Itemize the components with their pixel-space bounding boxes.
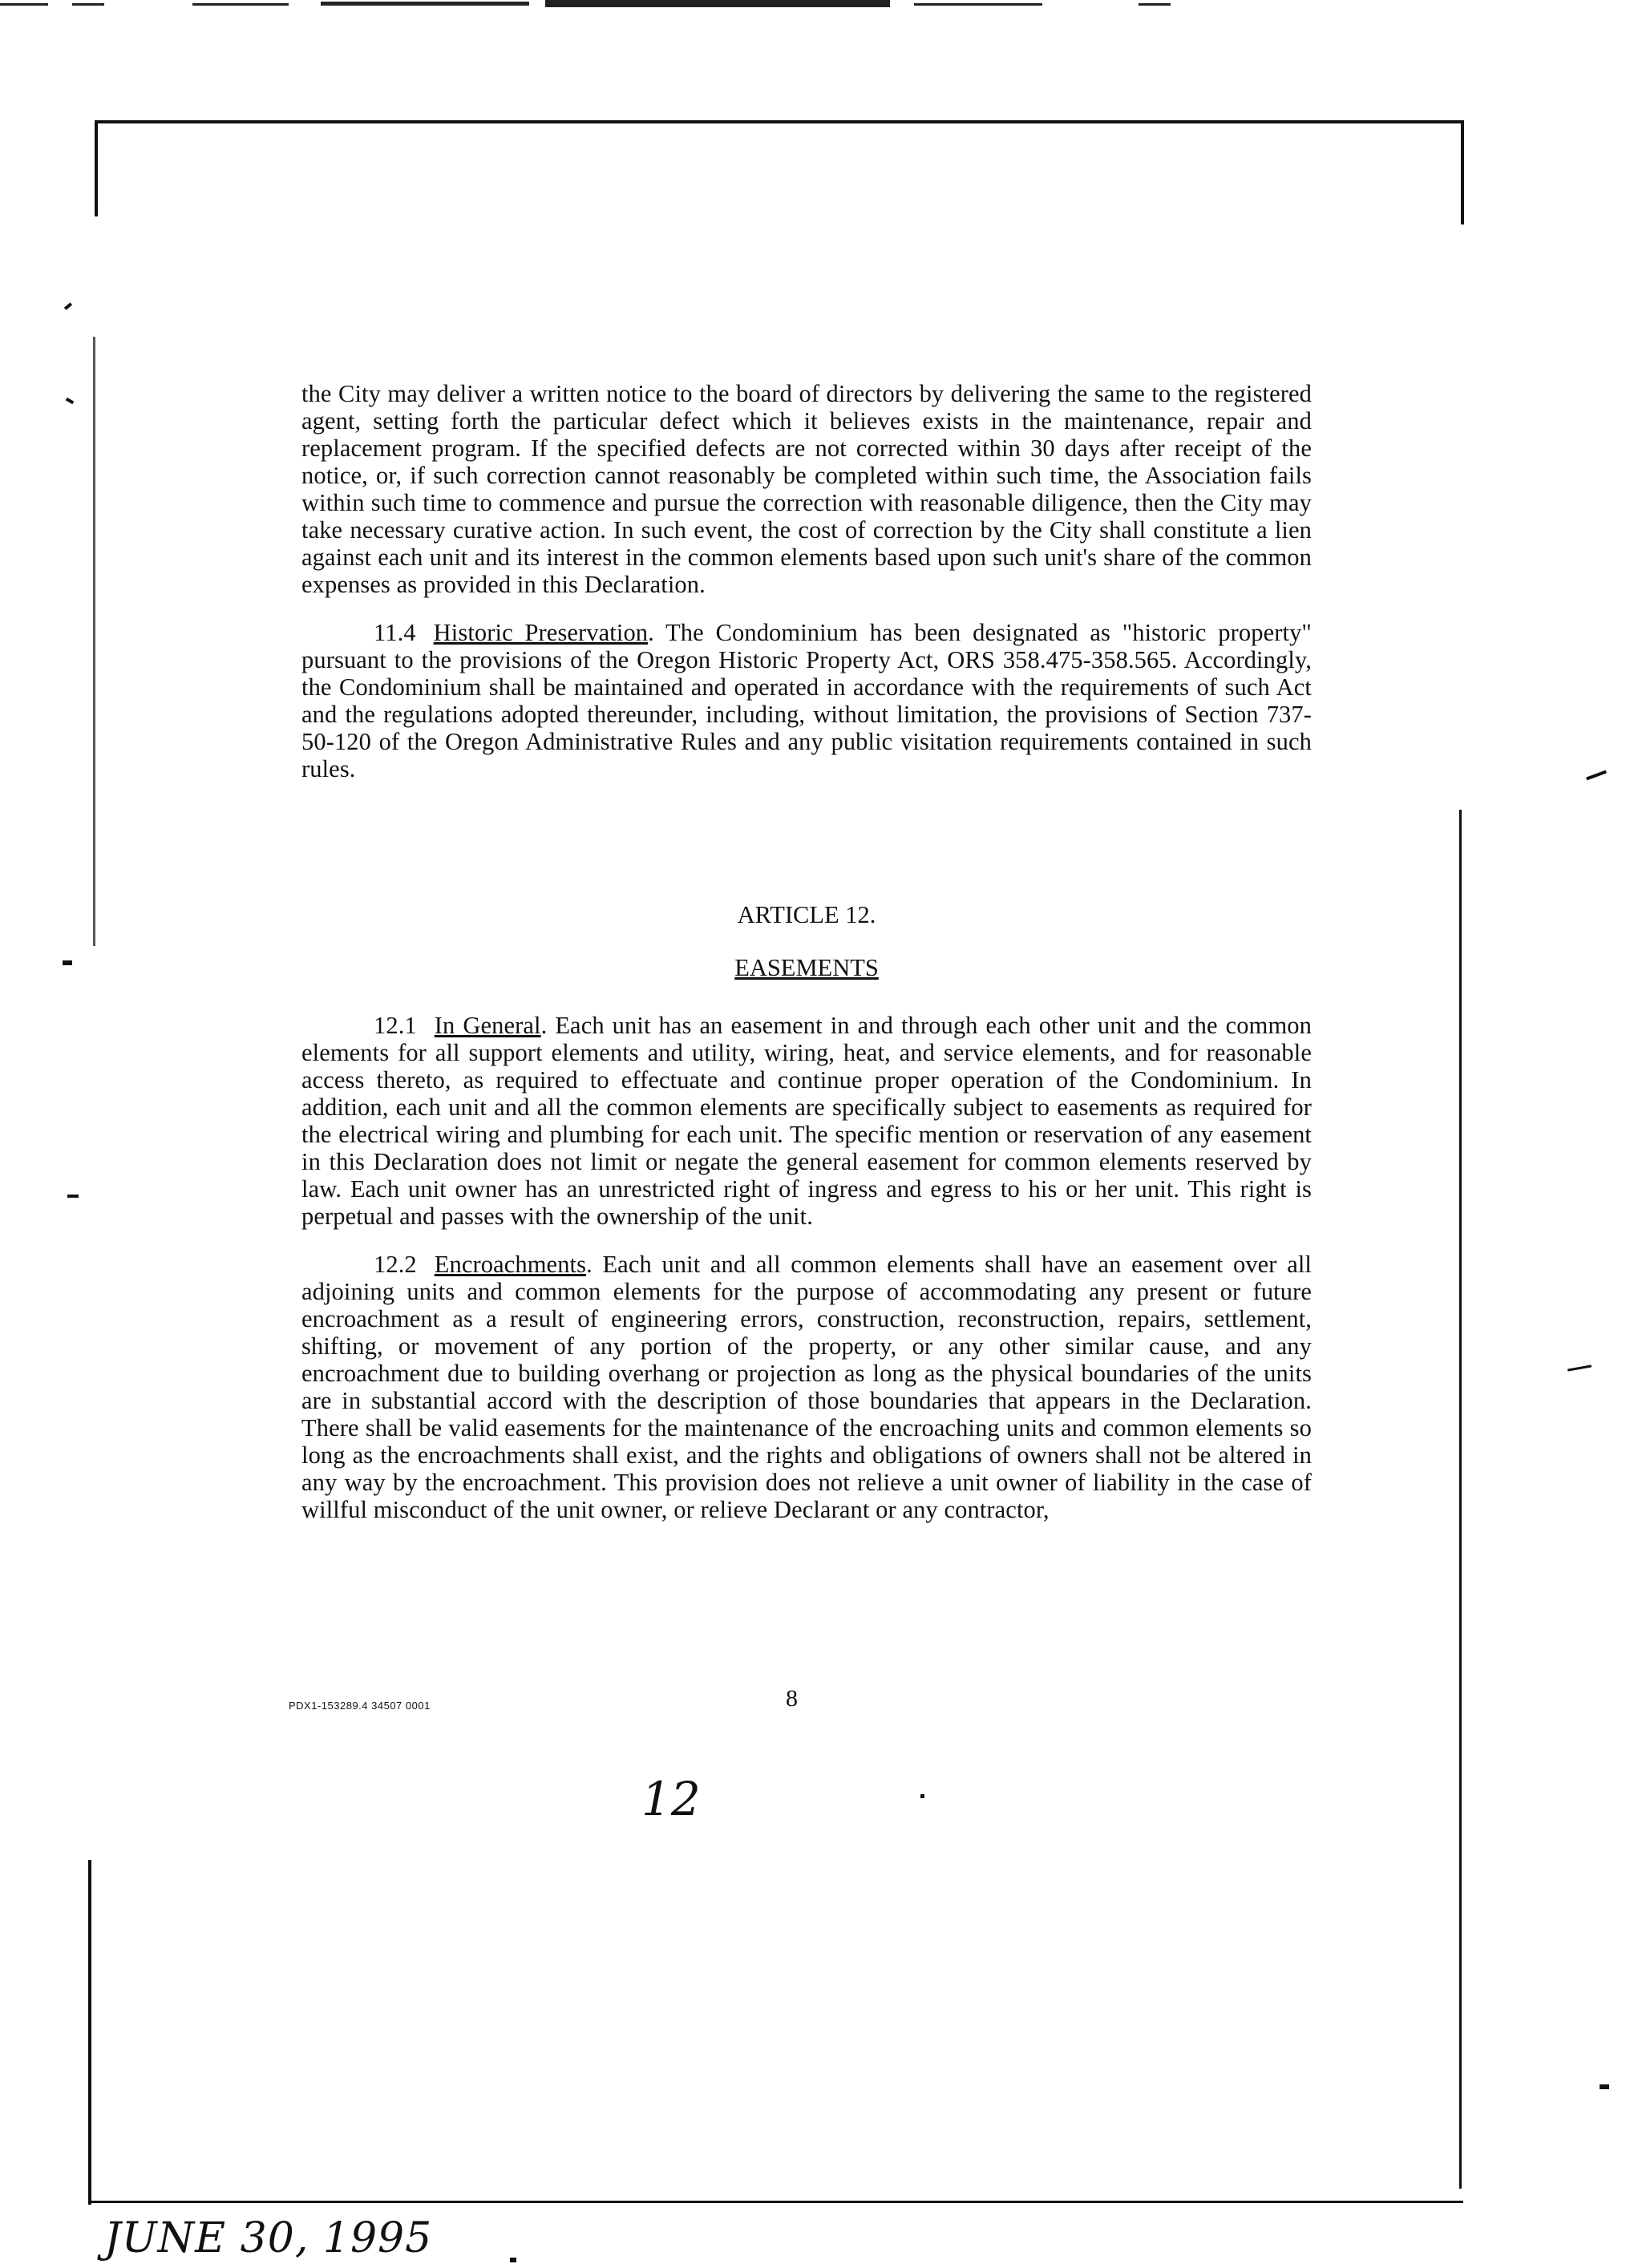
scan-speck [63, 960, 72, 965]
scan-speck [1600, 2084, 1609, 2089]
document-body-article-12 [301, 1012, 1312, 1544]
section-number: 12.1 [374, 1012, 417, 1039]
scan-speck [920, 1794, 924, 1798]
section-title: Historic Preservation [433, 619, 649, 646]
scan-speck [67, 1195, 79, 1198]
paragraph-city-notice: the City may deliver a written notice to the board of directors by delivering the same to the registered agent, setting forth the particular defect which it believes exists in the maintenance, repair and replacement program. If the specified defects are not corrected within 30 days after receipt of the notice, or, if such correction cannot reasonably be completed within such time, the Association fails within such time to commence and pursue the correction with reasonable diligence, then the City may take necessary curative action. In such event, the cost of correction by the City shall constitute a lien against each unit and its interest in the common elements based upon such unit's share of the common expenses as provided in this Declaration. [301, 380, 1312, 598]
section-number: 11.4 [374, 619, 416, 646]
scan-speck [64, 302, 72, 309]
scan-edge-artifact [0, 0, 1626, 11]
section-body: . The Condominium has been designated as "historic property" pursuant to the provisions of the Oregon Historic Property Act, ORS 358.475-358.565. Accordingly, the Condominium shall be maintained and operated in accordance with the requirements of such Act and the regulations adopted thereunder, including, without limitation, the provisions of Section 737-50-120 of the Oregon Administrative Rules and any public visitation requirements contained in such rules. [301, 619, 1312, 782]
page-border-left [95, 120, 98, 216]
scan-speck [510, 2258, 516, 2262]
section-12-2 [301, 1251, 1312, 1523]
scan-speck [1586, 770, 1607, 781]
section-body: . Each unit and all common elements shall have an easement over all adjoining units and common elements for the purpose of accommodating any present or future encroachment as a result of engineering errors, construction, reconstruction, repairs, settlement, shifting, or movement of any portion of the property, or any other similar cause, and any encroachment due to building overhang or projection as long as the physical boundaries of the units are in substantial accord with the description of those boundaries that appears in the Declaration. There shall be valid easements for the maintenance of the encroaching units and common elements so long as the encroachments shall exist, and the rights and obligations of owners shall not be altered in any way by the encroachment. This provision does not relieve a unit owner of liability in the case of willful misconduct of the unit owner, or relieve Declarant or any contractor, [301, 1251, 1312, 1523]
page-border-left-lower [88, 1860, 91, 2205]
document-body [301, 380, 1312, 803]
scan-speck [66, 398, 75, 404]
section-12-1 [301, 1012, 1312, 1230]
section-title: Encroachments [434, 1251, 587, 1278]
page-border-bottom [88, 2201, 1463, 2203]
scan-margin-line [93, 337, 95, 946]
scan-speck [1567, 1364, 1592, 1371]
document-code: PDX1-153289.4 34507 0001 [289, 1700, 431, 1712]
page-number: 8 [786, 1685, 798, 1712]
page-border-right-lower [1459, 810, 1462, 2189]
handwritten-date: JUNE 30, 1995 [104, 2214, 433, 2262]
section-number: 12.2 [374, 1251, 417, 1278]
handwritten-page-number: 12 [641, 1772, 701, 1826]
article-heading: ARTICLE 12. [737, 901, 876, 928]
page-border-right [1461, 120, 1464, 224]
section-11-4 [301, 619, 1312, 782]
section-title: In General [434, 1012, 541, 1039]
article-title: EASEMENTS [734, 954, 879, 981]
section-body: . Each unit has an easement in and through each other unit and the common elements for all support elements and utility, wiring, heat, and service elements, and for reasonable access thereto, as required to effectuate and continue proper operation of the Condominium. In addition, each unit and all the common elements are specifically subject to easements as required for the electrical wiring and plumbing for each unit. The specific mention or reservation of any easement in this Declaration does not limit or negate the general easement for common elements reserved by law. Each unit owner has an unrestricted right of ingress and egress to his or her unit. This right is perpetual and passes with the ownership of the unit. [301, 1012, 1312, 1230]
